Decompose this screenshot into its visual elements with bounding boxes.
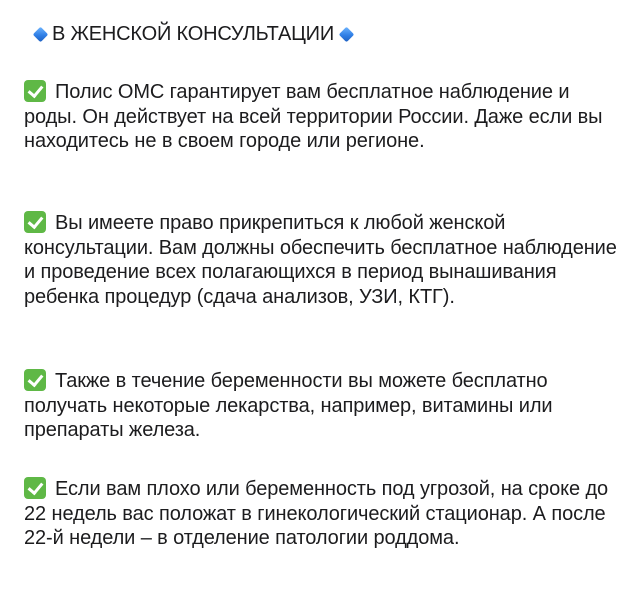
blue-diamond-icon	[33, 26, 49, 42]
check-mark-icon	[24, 477, 46, 499]
check-mark-icon	[24, 369, 46, 391]
blue-diamond-icon	[339, 26, 355, 42]
heading-text: В ЖЕНСКОЙ КОНСУЛЬТАЦИИ	[52, 23, 335, 45]
info-paragraph	[24, 211, 624, 309]
paragraph-text: Если вам плохо или беременность под угрозой, на сроке до 22 недель вас положат в гинекологический стационар. А после 22-й недели – в отделение патологии роддома.	[24, 478, 609, 549]
info-paragraph	[24, 477, 624, 551]
info-paragraph	[24, 80, 624, 154]
paragraph-text: Вы имеете право прикрепиться к любой женской консультации. Вам должны обеспечить бесплатное наблюдение и проведение всех полагающихся в период вынашивания ребенка процедур (сдача анализов, УЗИ, КТГ).	[24, 212, 617, 308]
paragraph-text: Полис ОМС гарантирует вам бесплатное наблюдение и роды. Он действует на всей территории России. Даже если вы находитесь не в своем городе или регионе.	[24, 81, 603, 152]
info-paragraph	[24, 369, 624, 443]
paragraph-text: Также в течение беременности вы можете бесплатно получать некоторые лекарства, например, витамины или препараты железа.	[24, 370, 553, 441]
check-mark-icon	[24, 211, 46, 233]
section-heading	[30, 22, 352, 46]
check-mark-icon	[24, 80, 46, 102]
